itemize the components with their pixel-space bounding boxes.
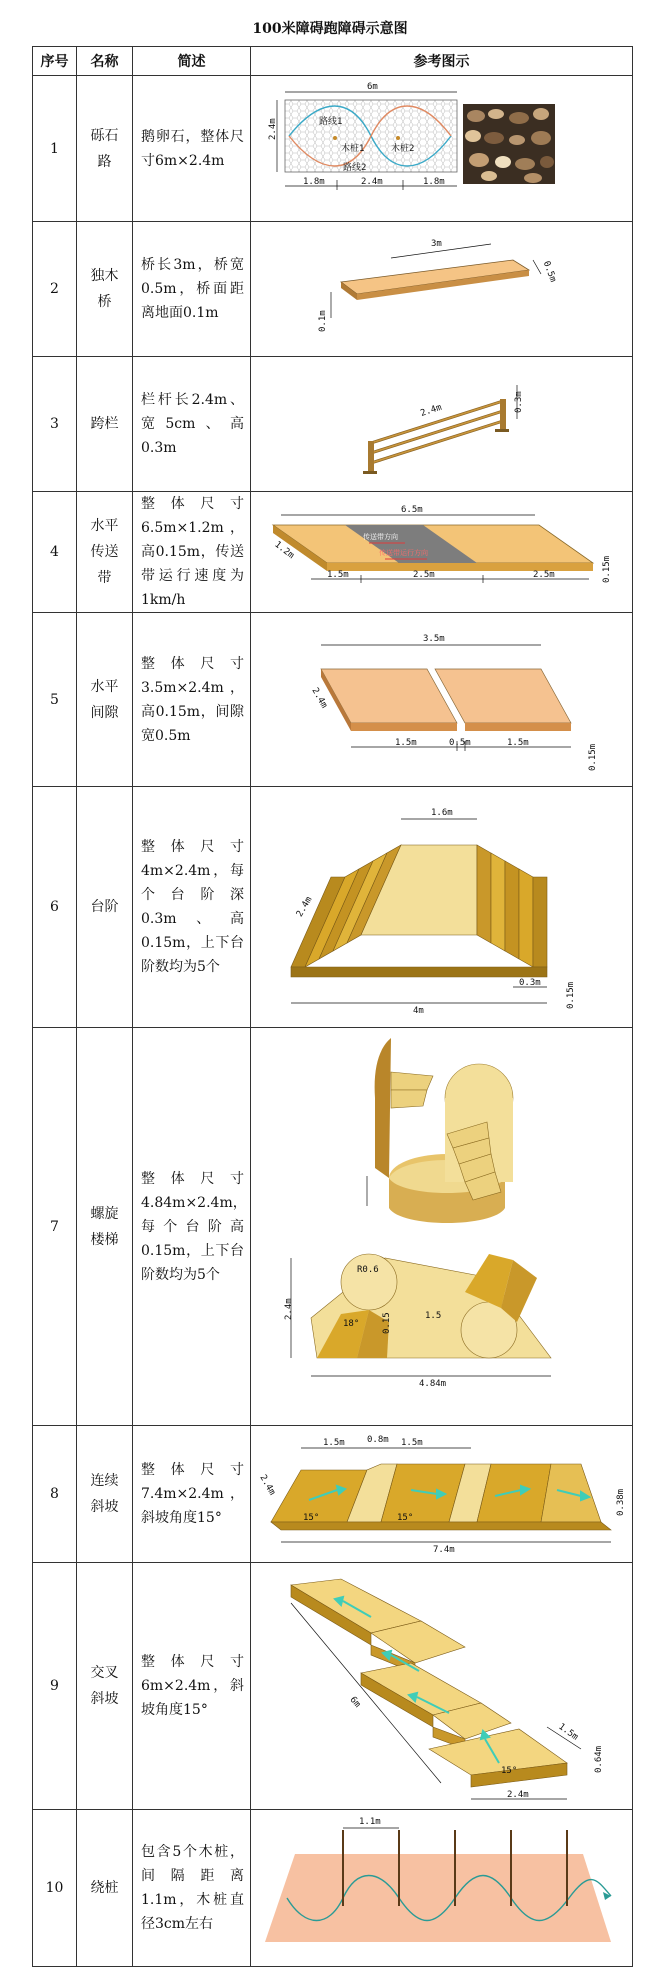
row-index: 9 bbox=[33, 1563, 77, 1810]
svg-text:1.5: 1.5 bbox=[425, 1311, 442, 1321]
figure-cross-slope bbox=[251, 1563, 633, 1810]
svg-text:0.15m: 0.15m bbox=[602, 555, 612, 583]
table-row bbox=[33, 357, 633, 492]
row-index: 4 bbox=[33, 492, 77, 613]
row-name: 独木桥 bbox=[77, 222, 133, 357]
svg-text:6.5m: 6.5m bbox=[401, 504, 423, 515]
figure-spiral-stairs bbox=[251, 1028, 633, 1426]
svg-text:4.84m: 4.84m bbox=[419, 1379, 447, 1389]
page-title: 100米障碍跑障碍示意图 bbox=[252, 21, 408, 37]
header-name: 名称 bbox=[77, 47, 133, 76]
table-row bbox=[33, 222, 633, 357]
svg-text:路线1: 路线1 bbox=[319, 117, 343, 127]
table-row bbox=[33, 1810, 633, 1967]
row-description: 整体尺寸6.5m×1.2m，高0.15m，传送带运行速度为1km/h bbox=[133, 492, 251, 613]
figure-steps bbox=[251, 787, 633, 1028]
row-description: 整体尺寸3.5m×2.4m，高0.15m，间隙宽0.5m bbox=[133, 613, 251, 787]
row-index: 2 bbox=[33, 222, 77, 357]
svg-text:15°: 15° bbox=[397, 1513, 414, 1523]
header-figure: 参考图示 bbox=[251, 47, 633, 76]
svg-text:1.5m: 1.5m bbox=[395, 738, 417, 748]
svg-text:R0.6: R0.6 bbox=[357, 1265, 379, 1275]
svg-text:1.5m: 1.5m bbox=[507, 738, 529, 748]
svg-text:4m: 4m bbox=[413, 1006, 424, 1016]
row-index: 5 bbox=[33, 613, 77, 787]
svg-text:0.64m: 0.64m bbox=[594, 1745, 604, 1773]
svg-text:木桩2: 木桩2 bbox=[391, 144, 415, 154]
svg-text:2.4m: 2.4m bbox=[284, 1298, 294, 1320]
svg-text:0.3m: 0.3m bbox=[519, 978, 541, 988]
table-row bbox=[33, 1028, 633, 1426]
row-index: 7 bbox=[33, 1028, 77, 1426]
table-row bbox=[33, 76, 633, 222]
table-row bbox=[33, 492, 633, 613]
table-header-row bbox=[33, 47, 633, 76]
table-row bbox=[33, 787, 633, 1028]
row-description: 鹅卵石，整体尺寸6m×2.4m bbox=[133, 76, 251, 222]
figure-conveyor-belt bbox=[251, 492, 633, 613]
figure-balance-beam bbox=[251, 222, 633, 357]
svg-text:6m: 6m bbox=[347, 1694, 363, 1710]
svg-text:1.1m: 1.1m bbox=[359, 1817, 381, 1827]
svg-text:1.5m: 1.5m bbox=[401, 1438, 423, 1448]
row-name: 交叉斜坡 bbox=[77, 1563, 133, 1810]
svg-text:2.4m: 2.4m bbox=[361, 177, 383, 187]
row-name: 连续斜坡 bbox=[77, 1426, 133, 1563]
row-index: 10 bbox=[33, 1810, 77, 1967]
svg-text:0.8m: 0.8m bbox=[367, 1435, 389, 1445]
figure-horizontal-gap bbox=[251, 613, 633, 787]
svg-text:传送带方向: 传送带方向 bbox=[363, 532, 398, 541]
svg-text:0.15: 0.15 bbox=[382, 1312, 392, 1334]
figure-hurdle bbox=[251, 357, 633, 492]
svg-text:3.5m: 3.5m bbox=[423, 634, 445, 644]
svg-text:18°: 18° bbox=[343, 1319, 360, 1329]
row-description: 整体尺寸7.4m×2.4m，斜坡角度15° bbox=[133, 1426, 251, 1563]
spiral-plan-view bbox=[311, 1254, 551, 1358]
row-name: 水平传送带 bbox=[77, 492, 133, 613]
pebble-photo bbox=[463, 104, 555, 184]
svg-text:3m: 3m bbox=[431, 239, 442, 249]
row-description: 整体尺寸4.84m×2.4m，每个台阶高0.15m，上下台阶数均为5个 bbox=[133, 1028, 251, 1426]
svg-text:0.1m: 0.1m bbox=[318, 310, 328, 332]
svg-text:2.5m: 2.5m bbox=[533, 569, 555, 580]
svg-text:15°: 15° bbox=[303, 1513, 320, 1523]
table-row bbox=[33, 613, 633, 787]
figure-continuous-slope bbox=[251, 1426, 633, 1563]
svg-text:2.4m: 2.4m bbox=[507, 1790, 529, 1800]
svg-text:0.15m: 0.15m bbox=[566, 981, 576, 1009]
svg-text:1.8m: 1.8m bbox=[423, 177, 445, 187]
table-row bbox=[33, 1563, 633, 1810]
svg-text:0.5m: 0.5m bbox=[540, 259, 558, 284]
svg-text:1.2m: 1.2m bbox=[272, 539, 296, 561]
svg-text:2.4m: 2.4m bbox=[268, 118, 278, 140]
svg-text:木桩1: 木桩1 bbox=[341, 144, 365, 154]
row-name: 水平间隙 bbox=[77, 613, 133, 787]
table-row bbox=[33, 1426, 633, 1563]
row-name: 台阶 bbox=[77, 787, 133, 1028]
svg-text:0.5m: 0.5m bbox=[449, 738, 471, 748]
header-description: 简述 bbox=[133, 47, 251, 76]
row-description: 整体尺寸6m×2.4m，斜坡角度15° bbox=[133, 1563, 251, 1810]
row-description: 整体尺寸4m×2.4m，每个台阶深0.3m、高0.15m，上下台阶数均为5个 bbox=[133, 787, 251, 1028]
svg-text:2.5m: 2.5m bbox=[413, 569, 435, 580]
svg-text:0.3m: 0.3m bbox=[514, 391, 524, 413]
row-name: 跨栏 bbox=[77, 357, 133, 492]
svg-text:1.5m: 1.5m bbox=[327, 569, 349, 580]
row-name: 砾石路 bbox=[77, 76, 133, 222]
svg-text:1.8m: 1.8m bbox=[303, 177, 325, 187]
svg-text:路线2: 路线2 bbox=[343, 163, 367, 173]
svg-text:2.4m: 2.4m bbox=[294, 895, 315, 919]
figure-pole-weaving bbox=[251, 1810, 633, 1967]
svg-text:0.38m: 0.38m bbox=[616, 1488, 626, 1516]
svg-text:传送带运行方向: 传送带运行方向 bbox=[379, 548, 428, 557]
row-index: 1 bbox=[33, 76, 77, 222]
svg-text:1.6m: 1.6m bbox=[431, 808, 453, 818]
row-name: 绕桩 bbox=[77, 1810, 133, 1967]
svg-text:7.4m: 7.4m bbox=[433, 1545, 455, 1555]
header-index: 序号 bbox=[33, 47, 77, 76]
row-description: 包含5个木桩，间隔距离1.1m，木桩直径3cm左右 bbox=[133, 1810, 251, 1967]
svg-text:2.4m: 2.4m bbox=[419, 402, 444, 419]
svg-text:2.4m: 2.4m bbox=[309, 686, 329, 711]
svg-text:6m: 6m bbox=[367, 82, 378, 92]
svg-text:1.5m: 1.5m bbox=[556, 1721, 580, 1743]
row-index: 8 bbox=[33, 1426, 77, 1563]
row-description: 桥长3m，桥宽0.5m，桥面距离地面0.1m bbox=[133, 222, 251, 357]
row-name: 螺旋楼梯 bbox=[77, 1028, 133, 1426]
svg-text:2.4m: 2.4m bbox=[257, 1473, 277, 1498]
row-index: 6 bbox=[33, 787, 77, 1028]
row-description: 栏杆长2.4m、宽5cm、高0.3m bbox=[133, 357, 251, 492]
svg-text:1.5m: 1.5m bbox=[323, 1438, 345, 1448]
row-index: 3 bbox=[33, 357, 77, 492]
svg-text:0.15m: 0.15m bbox=[588, 743, 598, 771]
svg-text:15°: 15° bbox=[501, 1766, 518, 1776]
figure-gravel-road bbox=[251, 76, 633, 222]
obstacle-table bbox=[32, 46, 633, 1967]
